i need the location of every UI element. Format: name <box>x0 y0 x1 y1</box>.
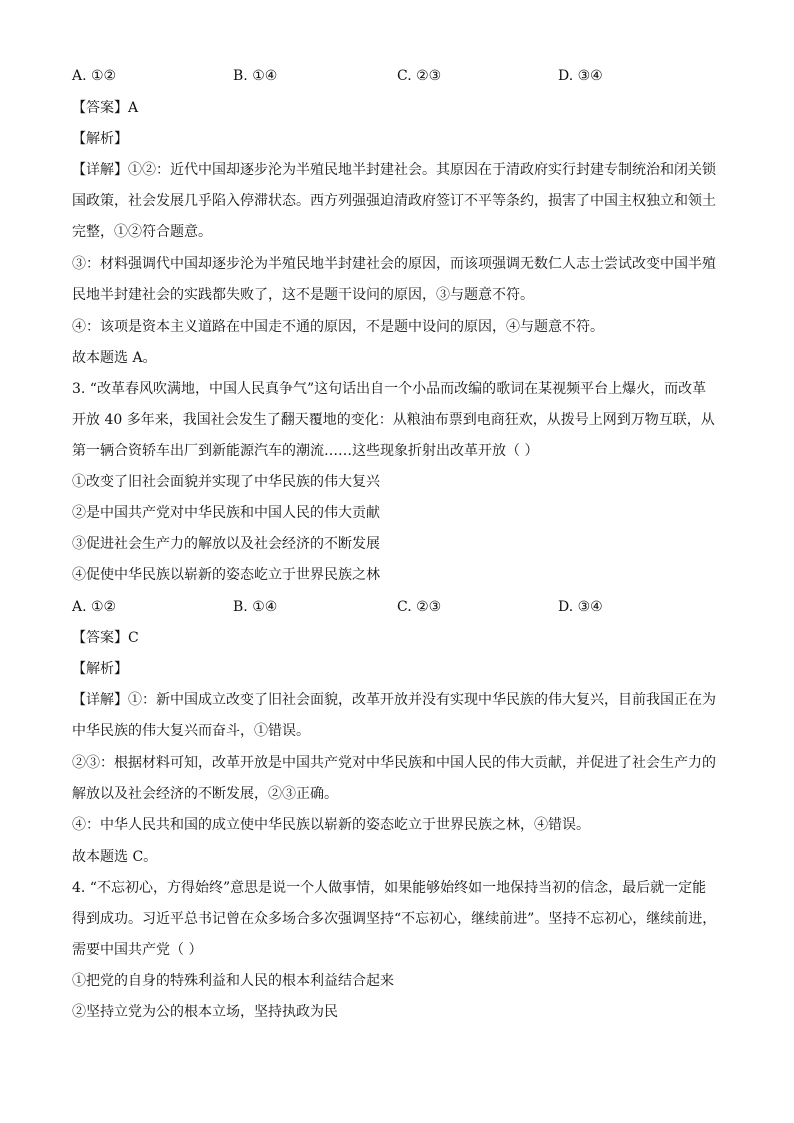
option-d: D. ③④ <box>558 599 603 615</box>
analysis-line: 国政策，社会发展几乎陷入停滞状态。西方列强强迫清政府签订不平等条约，损害了中国主权独立和领土 <box>72 193 716 209</box>
question-stem-line: 4. “不忘初心，方得始终”意思是说一个人做事情，如果能够始终如一地保持当初的信念，最后就一定能 <box>72 880 707 896</box>
q2-analysis-tag: 【解析】 <box>72 131 128 147</box>
analysis-line: ②③：根据材料可知，改革开放是中国共产党对中华民族和中国人民的伟大贡献，并促进了社会生产力的 <box>72 755 716 771</box>
q3-answer-tag: 【答案】C <box>72 630 139 646</box>
analysis-line: 故本题选 C。 <box>72 849 158 865</box>
statement-2: ②是中国共产党对中华民族和中国人民的伟大贡献 <box>72 505 380 521</box>
q3-analysis-tag: 【解析】 <box>72 661 128 677</box>
analysis-line: 故本题选 A。 <box>72 350 157 366</box>
statement-4: ④促使中华民族以崭新的姿态屹立于世界民族之林 <box>72 567 380 583</box>
analysis-line: 解放以及社会经济的不断发展，②③正确。 <box>72 786 338 802</box>
statement-3: ③促进社会生产力的解放以及社会经济的不断发展 <box>72 536 380 552</box>
analysis-line: 【详解】①②：近代中国却逐步沦为半殖民地半封建社会。其原因在于清政府实行封建专制统治和闭关锁 <box>72 162 716 178</box>
analysis-line: ④：中华人民共和国的成立使中华民族以崭新的姿态屹立于世界民族之林，④错误。 <box>72 817 590 833</box>
analysis-line: 民地半封建社会的实践都失败了，这不是题干设问的原因，③与题意不符。 <box>72 287 534 303</box>
option-b: B. ①④ <box>233 68 278 84</box>
question-stem-line: 3. “改革春风吹满地，中国人民真争气”这句话出自一个小品而改编的歌词在某视频平台上爆火，而改革 <box>72 381 707 397</box>
q2-answer-tag: 【答案】A <box>72 100 139 116</box>
option-c: C. ②③ <box>397 599 442 615</box>
question-stem-line: 开放 40 多年来，我国社会发生了翻天覆地的变化：从粮油布票到电商狂欢，从拨号上网到万物互联，从 <box>72 412 715 428</box>
option-b: B. ①④ <box>233 599 278 615</box>
analysis-line: ④：该项是资本主义道路在中国走不通的原因，不是题中设问的原因，④与题意不符。 <box>72 319 604 335</box>
question-stem-line: 得到成功。习近平总书记曾在众多场合多次强调坚持“不忘初心，继续前进”。坚持不忘初心，继续前进， <box>72 911 717 927</box>
analysis-line: 中华民族的伟大复兴而奋斗，①错误。 <box>72 723 310 739</box>
analysis-line: ③：材料强调代中国却逐步沦为半殖民地半封建社会的原因，而该项强调无数仁人志士尝试改变中国半殖 <box>72 256 716 272</box>
analysis-line: 【详解】①：新中国成立改变了旧社会面貌，改革开放并没有实现中华民族的伟大复兴，目前我国正在为 <box>72 692 716 708</box>
option-d: D. ③④ <box>558 68 603 84</box>
statement-1: ①把党的自身的特殊利益和人民的根本利益结合起来 <box>72 973 394 989</box>
analysis-line: 完整，①②符合题意。 <box>72 224 212 240</box>
statement-2: ②坚持立党为公的根本立场，坚持执政为民 <box>72 1004 338 1020</box>
question-stem-line: 需要中国共产党（ ） <box>72 942 203 958</box>
question-stem-line: 第一辆合资轿车出厂到新能源汽车的潮流……这些现象折射出改革开放（ ） <box>72 443 539 459</box>
option-a: A. ①② <box>72 599 117 615</box>
option-a: A. ①② <box>72 68 117 84</box>
statement-1: ①改变了旧社会面貌并实现了中华民族的伟大复兴 <box>72 474 380 490</box>
option-c: C. ②③ <box>397 68 442 84</box>
